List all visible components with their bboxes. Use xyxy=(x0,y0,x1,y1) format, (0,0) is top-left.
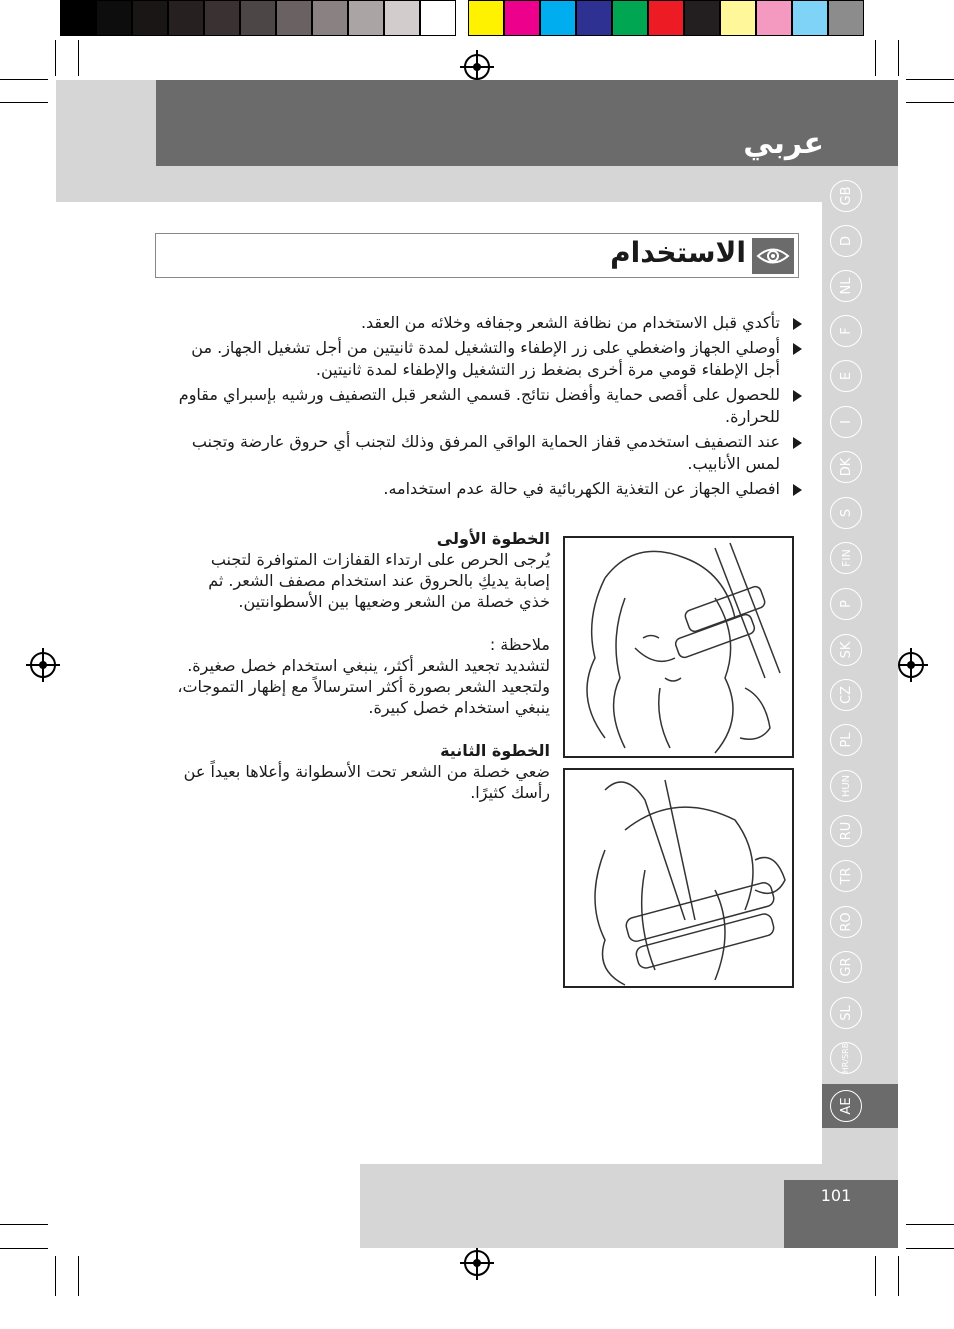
language-tab-pl[interactable]: PL xyxy=(830,724,862,756)
crop-mark xyxy=(78,40,79,76)
crop-mark xyxy=(898,1256,899,1296)
registration-mark-icon xyxy=(464,54,490,80)
note-text: لتشديد تجعيد الشعر أكثر، ينبغي استخدام خصل صغيرة. ولتجعيد الشعر بصورة أكثر استرسالاً مع إظهار التموجات، ينبغي استخدام خصل كبيرة. xyxy=(177,656,550,717)
list-item: تأكدي قبل الاستخدام من نظافة الشعر وجفافه وخلائه من العقد. xyxy=(170,312,808,334)
crop-mark xyxy=(906,1248,954,1249)
crop-mark xyxy=(906,1224,954,1225)
language-tab-sk[interactable]: SK xyxy=(830,634,862,666)
language-tab-s[interactable]: S xyxy=(830,497,862,529)
language-tab-hun[interactable]: HUN xyxy=(830,770,862,802)
language-tab-sl[interactable]: SL xyxy=(830,997,862,1029)
language-tab-fin[interactable]: FIN xyxy=(830,542,862,574)
registration-mark-icon xyxy=(898,652,924,678)
language-tab-ru[interactable]: RU xyxy=(830,815,862,847)
language-tab-d[interactable]: D xyxy=(830,225,862,257)
bullet-arrow-icon xyxy=(793,343,802,355)
language-tab-i[interactable]: I xyxy=(830,406,862,438)
registration-mark-icon xyxy=(30,652,56,678)
bullet-arrow-icon xyxy=(793,437,802,449)
crop-mark xyxy=(0,79,48,80)
crop-mark xyxy=(0,1248,48,1249)
list-item: للحصول على أقصى حماية وأفضل نتائج. قسمي الشعر قبل التصفيف ورشيه بإسبراي مقاوم للحرارة. xyxy=(170,384,808,428)
language-tab-nl[interactable]: NL xyxy=(830,270,862,302)
language-tab-ae[interactable]: AE xyxy=(830,1090,862,1122)
language-tab-tr[interactable]: TR xyxy=(830,860,862,892)
crop-mark xyxy=(898,40,899,76)
language-tab-ro[interactable]: RO xyxy=(830,906,862,938)
language-tab-p[interactable]: P xyxy=(830,588,862,620)
steps-text xyxy=(176,528,550,825)
bullet-arrow-icon xyxy=(793,484,802,496)
language-tab-gr[interactable]: GR xyxy=(830,951,862,983)
crop-mark xyxy=(55,40,56,76)
crop-mark xyxy=(55,1256,56,1296)
crop-mark xyxy=(906,79,954,80)
crop-mark xyxy=(78,1256,79,1296)
page-number: 101 xyxy=(820,1186,852,1205)
eye-icon xyxy=(752,238,794,274)
crop-mark xyxy=(0,102,48,103)
step2-title: الخطوة الثانية xyxy=(440,741,550,760)
language-tab-gb[interactable]: GB xyxy=(830,180,862,212)
note-title: ملاحظة : xyxy=(489,635,550,654)
usage-bullet-list xyxy=(170,312,808,503)
page-title: عربي xyxy=(743,126,824,161)
color-calibration-bar xyxy=(60,0,864,36)
language-tab-cz[interactable]: CZ xyxy=(830,679,862,711)
step1-text: يُرجى الحرص على ارتداء القفازات المتوافرة لتجنب إصابة يديكِ بالحروق عند استخدام مصفف الشعر. ثم خذي خصلة من الشعر وضعيها بين الأسطوانتين. xyxy=(208,550,550,611)
bullet-arrow-icon xyxy=(793,318,802,330)
language-tab-dk[interactable]: DK xyxy=(830,451,862,483)
crop-mark xyxy=(906,102,954,103)
bullet-arrow-icon xyxy=(793,390,802,402)
crop-mark xyxy=(875,40,876,76)
step2-text: ضعي خصلة من الشعر تحت الأسطوانة وأعلاها بعيداً عن رأسك كثيرًا. xyxy=(183,762,550,802)
step1-title: الخطوة الأولى xyxy=(436,529,550,548)
list-item: أوصلي الجهاز واضغطي على زر الإطفاء والتشغيل لمدة ثانيتين من أجل تشغيل الجهاز. من أجل الإطفاء قومي مرة أخرى بضغط زر التشغيل والإطفاء لمدة ثانيتين. xyxy=(170,337,808,381)
section-title: الاستخدام xyxy=(610,236,746,269)
list-item: عند التصفيف استخدمي قفاز الحماية الواقي المرفق وذلك لتجنب أي حروق عارضة وتجنب لمس الأنابيب. xyxy=(170,431,808,475)
language-tab-e[interactable]: E xyxy=(830,360,862,392)
list-item: افصلي الجهاز عن التغذية الكهربائية في حالة عدم استخدامه. xyxy=(170,478,808,500)
crop-mark xyxy=(875,1256,876,1296)
crop-mark xyxy=(0,1224,48,1225)
illustration-step-1 xyxy=(563,536,794,758)
language-tab-f[interactable]: F xyxy=(830,315,862,347)
language-tab-hr-srb[interactable]: HR/SRB xyxy=(830,1042,862,1074)
illustration-step-2 xyxy=(563,768,794,988)
registration-mark-icon xyxy=(464,1250,490,1276)
